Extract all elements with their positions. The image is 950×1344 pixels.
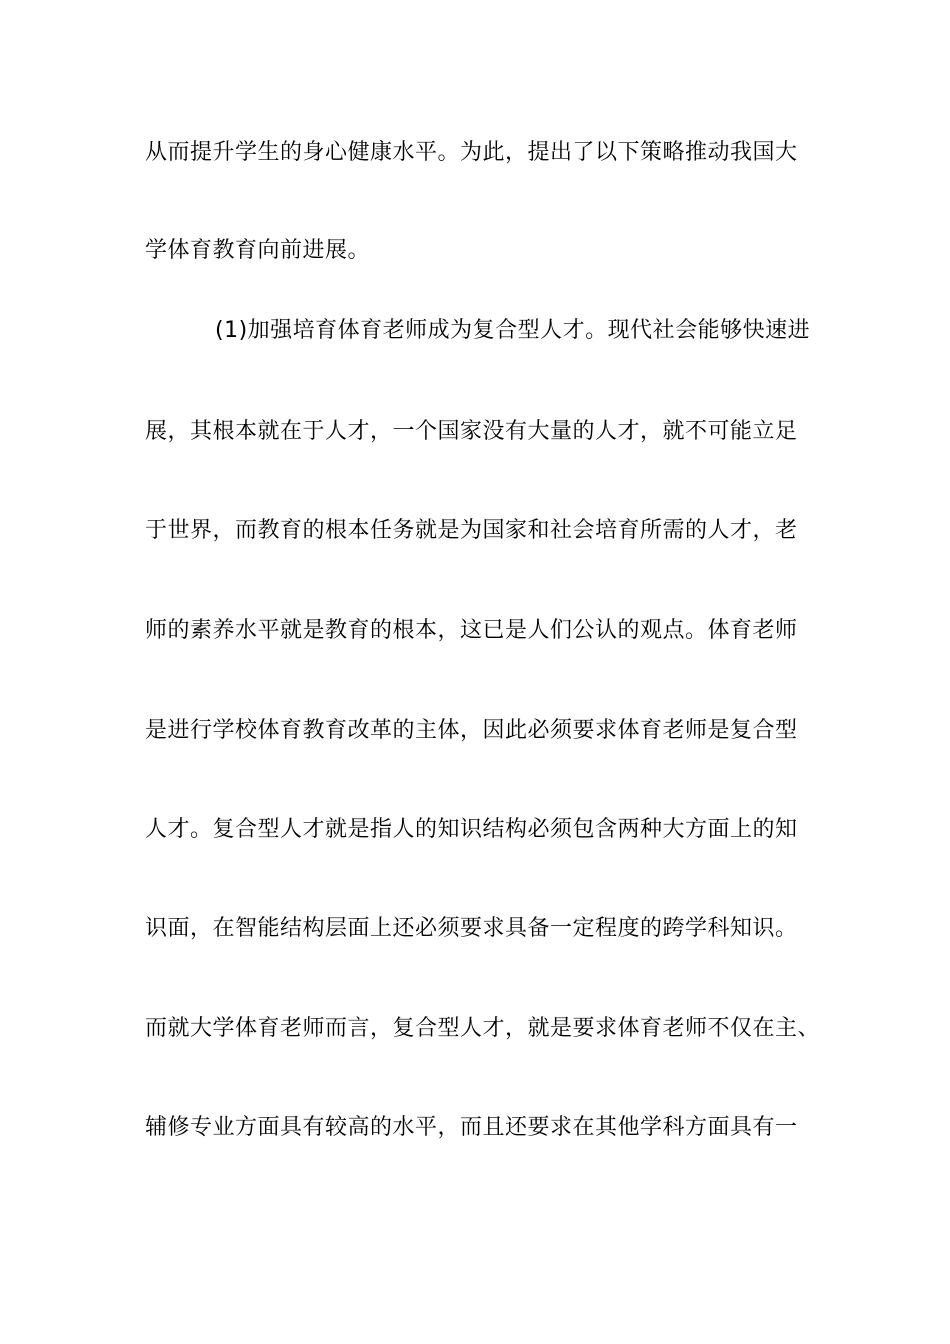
text-line: 是进行学校体育教育改革的主体，因此必须要求体育老师是复合型 <box>145 718 798 743</box>
text-line: 识面，在智能结构层面上还必须要求具备一定程度的跨学科知识。 <box>145 916 798 941</box>
text-line: 人才。复合型人才就是指人的知识结构必须包含两种大方面上的知 <box>145 817 798 842</box>
text-line: 学体育教育向前进展。 <box>145 238 371 263</box>
text-line: 于世界，而教育的根本任务就是为国家和社会培育所需的人才，老 <box>145 518 798 543</box>
paragraph-start-line: (1)加强培育体育老师成为复合型人才。现代社会能够快速进 <box>215 318 811 343</box>
text-line: 师的素养水平就是教育的根本，这已是人们公认的观点。体育老师 <box>145 618 798 643</box>
text-line: 而就大学体育老师而言，复合型人才，就是要求体育老师不仅在主、 <box>145 1016 821 1041</box>
text-line: 展，其根本就在于人才，一个国家没有大量的人才，就不可能立足 <box>145 419 798 444</box>
text-line: 辅修专业方面具有较高的水平，而且还要求在其他学科方面具有一 <box>145 1115 798 1140</box>
text-line: 从而提升学生的身心健康水平。为此，提出了以下策略推动我国大 <box>145 140 798 165</box>
